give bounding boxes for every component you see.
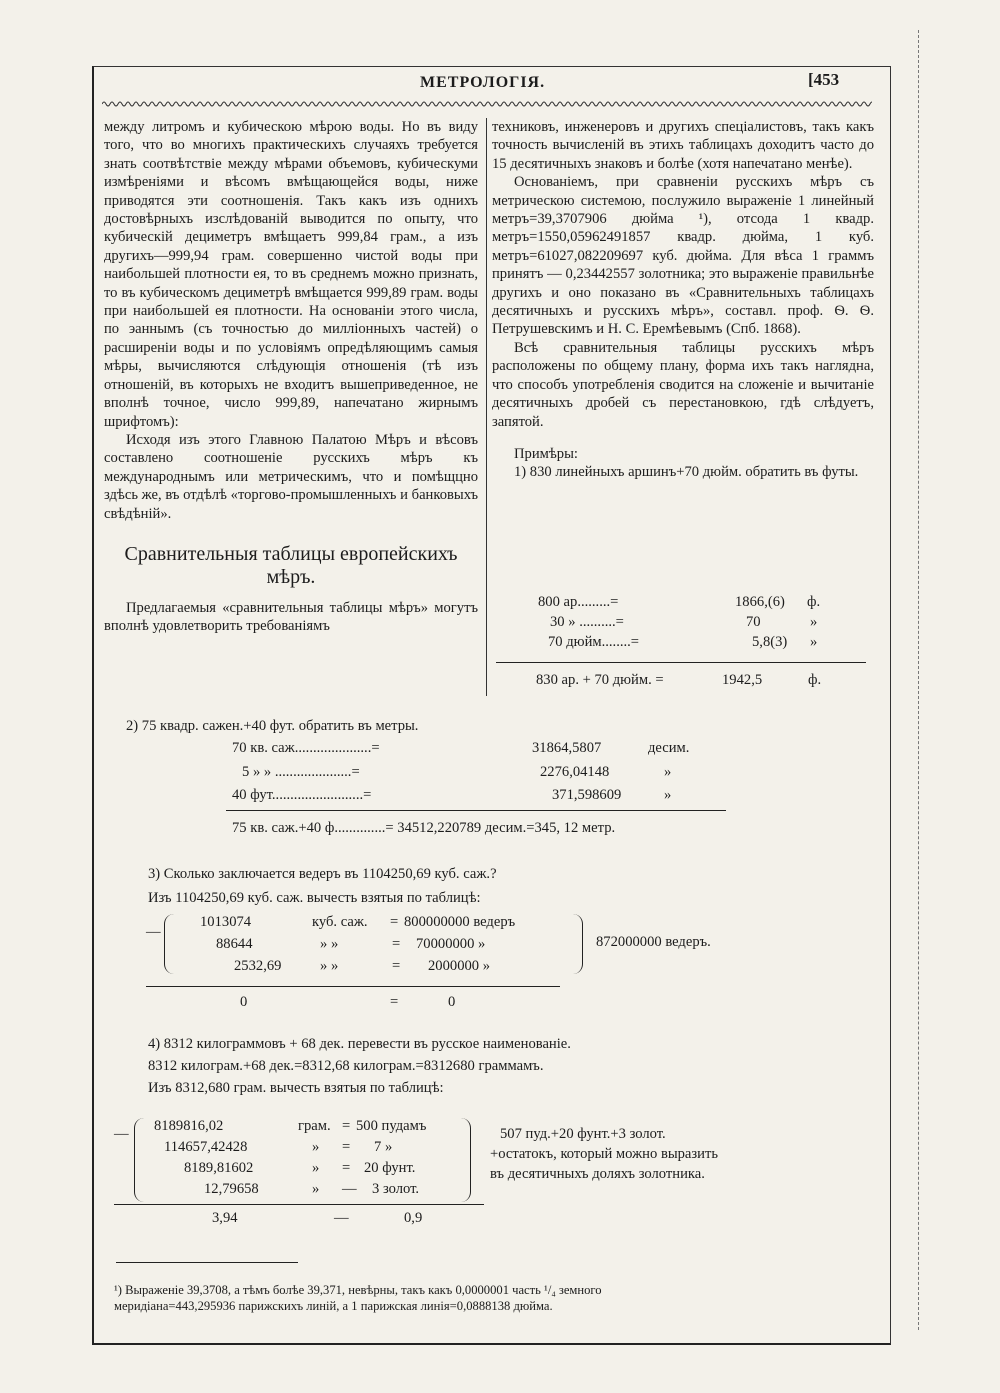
ex4-row-eq: =: [342, 1139, 351, 1155]
ex2-row-label: 40 фут.........................=: [232, 787, 372, 803]
ex3-row-b: куб. саж.: [312, 914, 368, 930]
ex2-title: 2) 75 квадр. сажен.+40 фут. обратить въ метры.: [126, 718, 419, 734]
sum-line: [496, 662, 866, 663]
footnote-rule: [116, 1262, 298, 1263]
paragraph: Исходя изъ этого Главною Палатою Мѣръ и вѣсовъ составлено соотношеніе русскихъ мѣръ къ международнымъ или метрическимъ, что и помѣщцно здѣсь же, въ отдѣлѣ «торгово-промышленныхъ и банковыхъ свѣдѣній».: [104, 431, 478, 522]
ex3-row-b: » »: [320, 936, 339, 952]
left-brace: [164, 914, 175, 974]
paragraph: Основаніемъ, при сравненіи русскихъ мѣръ съ метрическою системою, послужило выраженіе 1 линейный метръ=39,3707906 дюйма ¹), отсода 1 квадр. метръ=1550,05962491857 квадр. дюйма, 1 куб. метръ=61027,082209697 куб. дюйма. Для вѣса 1 граммъ принятъ — 0,23442557 золотника; это выраженіе правильнѣе другихъ и оно показано въ «Сравнительныхъ таблицахъ десятичныхъ и русскихъ мѣръ», составл. проф. Ѳ. Ѳ. Петрушевскимъ и Н. С. Еремѣевымъ (Спб. 1868).: [492, 174, 874, 338]
ex3-subtitle: Изъ 1104250,69 куб. саж. вычесть взятыя по таблицѣ:: [148, 890, 481, 906]
ex2-row-value: 31864,5807: [532, 740, 602, 756]
paragraph: между литромъ и кубическою мѣрою воды. Но въ виду того, что во многихъ практическихъ случаяхъ требуется знать соотвѣтствіе между мѣрами объемовъ, кубическуми измѣреніями и вѣсомъ вмѣщающейся воды, ниже приводятся эти соотношенія. Такъ какъ изъ однихъ достовѣрныхъ изслѣдованій выводится по опыту, что кубическій дециметръ вмѣщаетъ 999,84 грам., а изъ другихъ—999,94 грам. совершенно чистой воды при наибольшей плотности ея, то въ среднемъ можно признать, то въ кубическомъ дециметрѣ вмѣщается 999,89 грам. воды при наибольшей ея плотности. На основаніи этого числа, по эаннымъ (съ точностью до милліонныхъ частей) о расширеніи воды и по условіямъ опредѣляющимъ самыя мѣры, вычисляются слѣдующія отношенія (тѣ изъ отношеній, въ которыхъ не входитъ вышеприведенное, не вполнѣ точное, число 999,89, напечатано жирнымъ шрифтомъ):: [104, 119, 478, 430]
ex1-total-label: 830 ар. + 70 дюйм. =: [536, 672, 664, 688]
ex4-title: 4) 8312 килограммовъ + 68 дек. перевести въ русское наименованіе.: [148, 1036, 571, 1052]
ex4-line3: Изъ 8312,680 грам. вычесть взятыя по таблицѣ:: [148, 1080, 444, 1096]
ex1-row-value: 70: [746, 614, 761, 630]
ex3-row-eq: =: [392, 936, 401, 952]
footnote-line: ¹) Выраженіе 39,3708, а тѣмъ болѣе 39,371, невѣрны, такъ какъ 0,0000001 часть ¹/₄ земного: [114, 1283, 602, 1297]
ex2-row-label: 5 » » .....................=: [242, 764, 360, 780]
margin-rule: [918, 30, 920, 1330]
ex2-row-unit: »: [664, 787, 672, 803]
wavy-rule: [102, 98, 872, 110]
column-separator: [486, 118, 487, 696]
ex2-total: 75 кв. саж.+40 ф..............= 34512,220789 десим.=345, 12 метр.: [232, 820, 616, 836]
minus-sign: —: [114, 1126, 129, 1142]
example-1-title: 1) 830 линейныхъ аршинъ+70 дюйм. обратить въ футы.: [514, 464, 859, 481]
right-column: [492, 118, 874, 482]
ex4-row-a: 114657,42428: [164, 1139, 248, 1155]
ex4-line2: 8312 килограм.+68 дек.=8312,68 килограм.=8312680 граммамъ.: [148, 1058, 544, 1074]
footnote-line: меридіана=443,295936 парижскихъ линій, а 1 парижская линія=0,0888138 дюйма.: [114, 1299, 553, 1313]
ex3-row-c: 70000000 »: [416, 936, 486, 952]
ex1-row-label: 800 ар.........=: [538, 594, 619, 610]
ex1-total-value: 1942,5: [722, 672, 763, 688]
ex1-row-unit: ф.: [807, 594, 821, 610]
paragraph: Предлагаемыя «сравнительныя таблицы мѣръ» могутъ вполнѣ удовлетворить требованіямъ: [104, 599, 478, 635]
examples-label: Примѣры:: [514, 445, 578, 462]
ex3-row-a: 88644: [216, 936, 253, 952]
ex1-row-unit: »: [810, 634, 818, 650]
paragraph: Всѣ сравнительныя таблицы русскихъ мѣръ расположены по общему плану, форма ихъ такъ наглядна, что способъ употребленія сводится на сложеніе и вычитаніе десятичныхъ дробей съ перестановкою, гдѣ слѣдуетъ, запятой.: [492, 339, 874, 430]
ex4-total-c: 0,9: [404, 1210, 423, 1226]
ex4-row-c: 500 пудамъ: [356, 1118, 427, 1134]
ex3-total-c: 0: [448, 994, 456, 1010]
ex3-row-a: 2532,69: [234, 958, 282, 974]
ex1-total-unit: ф.: [808, 672, 822, 688]
ex3-row-a: 1013074: [200, 914, 252, 930]
ex4-row-a: 8189,81602: [184, 1160, 254, 1176]
left-brace: [134, 1118, 145, 1202]
ex4-total-a: 3,94: [212, 1210, 238, 1226]
ex2-row-label: 70 кв. саж.....................=: [232, 740, 380, 756]
ex4-row-b: »: [312, 1160, 320, 1176]
ex3-row-c: 800000000 ведеръ: [404, 914, 516, 930]
minus-sign: —: [146, 924, 161, 940]
right-brace: [572, 914, 583, 974]
ex4-result-line: 507 пуд.+20 фунт.+3 золот.: [500, 1126, 666, 1142]
ex4-row-eq: =: [342, 1160, 351, 1176]
ex2-row-value: 2276,04148: [540, 764, 610, 780]
ex2-row-unit: десим.: [648, 740, 690, 756]
ex3-row-c: 2000000 »: [428, 958, 491, 974]
ex2-row-value: 371,598609: [552, 787, 622, 803]
ex3-title: 3) Сколько заключается ведеръ въ 1104250,69 куб. саж.?: [148, 866, 497, 882]
sum-line: [226, 810, 726, 811]
section-heading: Сравнительныя таблицы европейскихъ мѣръ.: [124, 542, 458, 588]
running-header-title: МЕТРОЛОГІЯ.: [420, 74, 546, 91]
ex4-result-line: +остатокъ, который можно выразить: [490, 1146, 719, 1162]
ex4-row-a: 8189816,02: [154, 1118, 224, 1134]
ex1-row-value: 1866,(6): [735, 594, 785, 610]
ex1-row-unit: »: [810, 614, 818, 630]
ex4-row-c: 20 фунт.: [364, 1160, 416, 1176]
ex4-row-b: »: [312, 1139, 320, 1155]
left-column: [104, 118, 478, 636]
ex3-row-eq: =: [390, 914, 399, 930]
ex3-sum: 872000000 ведеръ.: [596, 934, 711, 950]
ex4-row-c: 7 »: [374, 1139, 393, 1155]
ex4-total-eq: —: [334, 1210, 349, 1226]
ex4-row-b: грам.: [298, 1118, 331, 1134]
ex1-row-label: 30 » ..........=: [550, 614, 624, 630]
ex2-row-unit: »: [664, 764, 672, 780]
sum-line: [146, 986, 560, 987]
ex4-row-eq: —: [342, 1181, 357, 1197]
ex3-total-eq: =: [390, 994, 399, 1010]
ex1-row-value: 5,8(3): [752, 634, 788, 650]
ex3-row-b: » »: [320, 958, 339, 974]
ex4-result-line: въ десятичныхъ доляхъ золотника.: [490, 1166, 705, 1182]
ex3-total-a: 0: [240, 994, 248, 1010]
ex4-row-c: 3 золот.: [372, 1181, 420, 1197]
sum-line: [114, 1204, 484, 1205]
ex4-row-eq: =: [342, 1118, 351, 1134]
ex3-row-eq: =: [392, 958, 401, 974]
ex4-row-b: »: [312, 1181, 320, 1197]
page-number: [453: [808, 70, 840, 89]
paragraph: техниковъ, инженеровъ и другихъ спеціалистовъ, такъ какъ точность вычисленій въ этихъ таблицахъ доходитъ часто до 15 десятичныхъ знаковъ и болѣе (хотя напечатано менѣе).: [492, 119, 874, 172]
right-brace: [460, 1118, 471, 1202]
ex4-row-a: 12,79658: [204, 1181, 259, 1197]
ex1-row-label: 70 дюйм........=: [548, 634, 640, 650]
